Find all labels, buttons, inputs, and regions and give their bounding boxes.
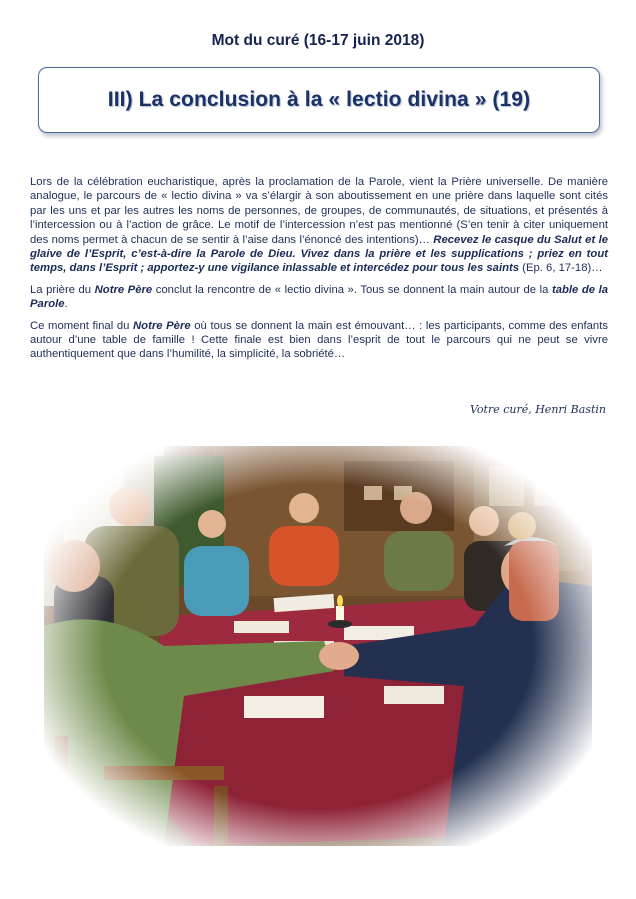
article-body <box>30 175 608 369</box>
paragraph-3 <box>30 319 608 362</box>
signature: Votre curé, Henri Bastin <box>469 403 606 416</box>
photo-illustration <box>44 446 592 846</box>
paragraph-1 <box>30 175 608 276</box>
paragraph-3-text: Ce moment final du <box>30 319 134 332</box>
paragraph-2-text: La prière du <box>30 283 95 296</box>
article-title-box <box>38 67 600 133</box>
paragraph-1-text: Lors de la célébration eucharistique, après la proclamation de la Parole, vient la Prière universelle. De manière analogue, le parcours de « lectio divina » va s’élargir à son aboutissement en une prière dans laquelle sont cités par les uns et par les autres les noms de personnes, de groupes, de communautés, de situations, et présentés à l’intercession ou à l’action de grâce. Le motif de l’intercession n’est pas mentionné (S’en tenir à citer uniquement des noms permet à chacun de se sentir à l’aise dans l’énoncé des intentions)… <box>30 176 608 246</box>
table-parole-emphasis: table de la Parole <box>30 283 609 311</box>
notre-pere-emphasis: Notre Père <box>94 283 153 296</box>
page-header-title: Mot du curé (16-17 juin 2018) <box>211 32 425 49</box>
scripture-reference: (Ep. 6, 17-18)… <box>519 262 603 275</box>
paragraph-2-text-cont: conclut la rencontre de « lectio divina ». Tous se donnent la main autour de la <box>152 283 552 296</box>
paragraph-3-text-cont: où tous se donnent la main est émouvant… : les participants, comme des enfants autour d’une table de famille ! Cette finale est bien dans l’esprit de tout le parcours qui ne peut se vivre authentiquement que dans l’humilité, la simplicité, la sobriété… <box>30 319 609 361</box>
paragraph-2 <box>30 283 608 312</box>
group-prayer-photo <box>44 446 592 846</box>
article-title: III) La conclusion à la « lectio divina » (19) <box>107 88 531 111</box>
notre-pere-emphasis-2: Notre Père <box>133 319 191 332</box>
paragraph-2-end: . <box>64 298 68 311</box>
scripture-quote: Recevez le casque du Salut et le glaive de l’Esprit, c’est-à-dire la Parole de Dieu. Vivez dans la prière et les supplications ; priez en tout temps, dans l’Esprit ; apportez-y une vigilance inlassable et intercédez pour tous les saints <box>30 233 608 275</box>
